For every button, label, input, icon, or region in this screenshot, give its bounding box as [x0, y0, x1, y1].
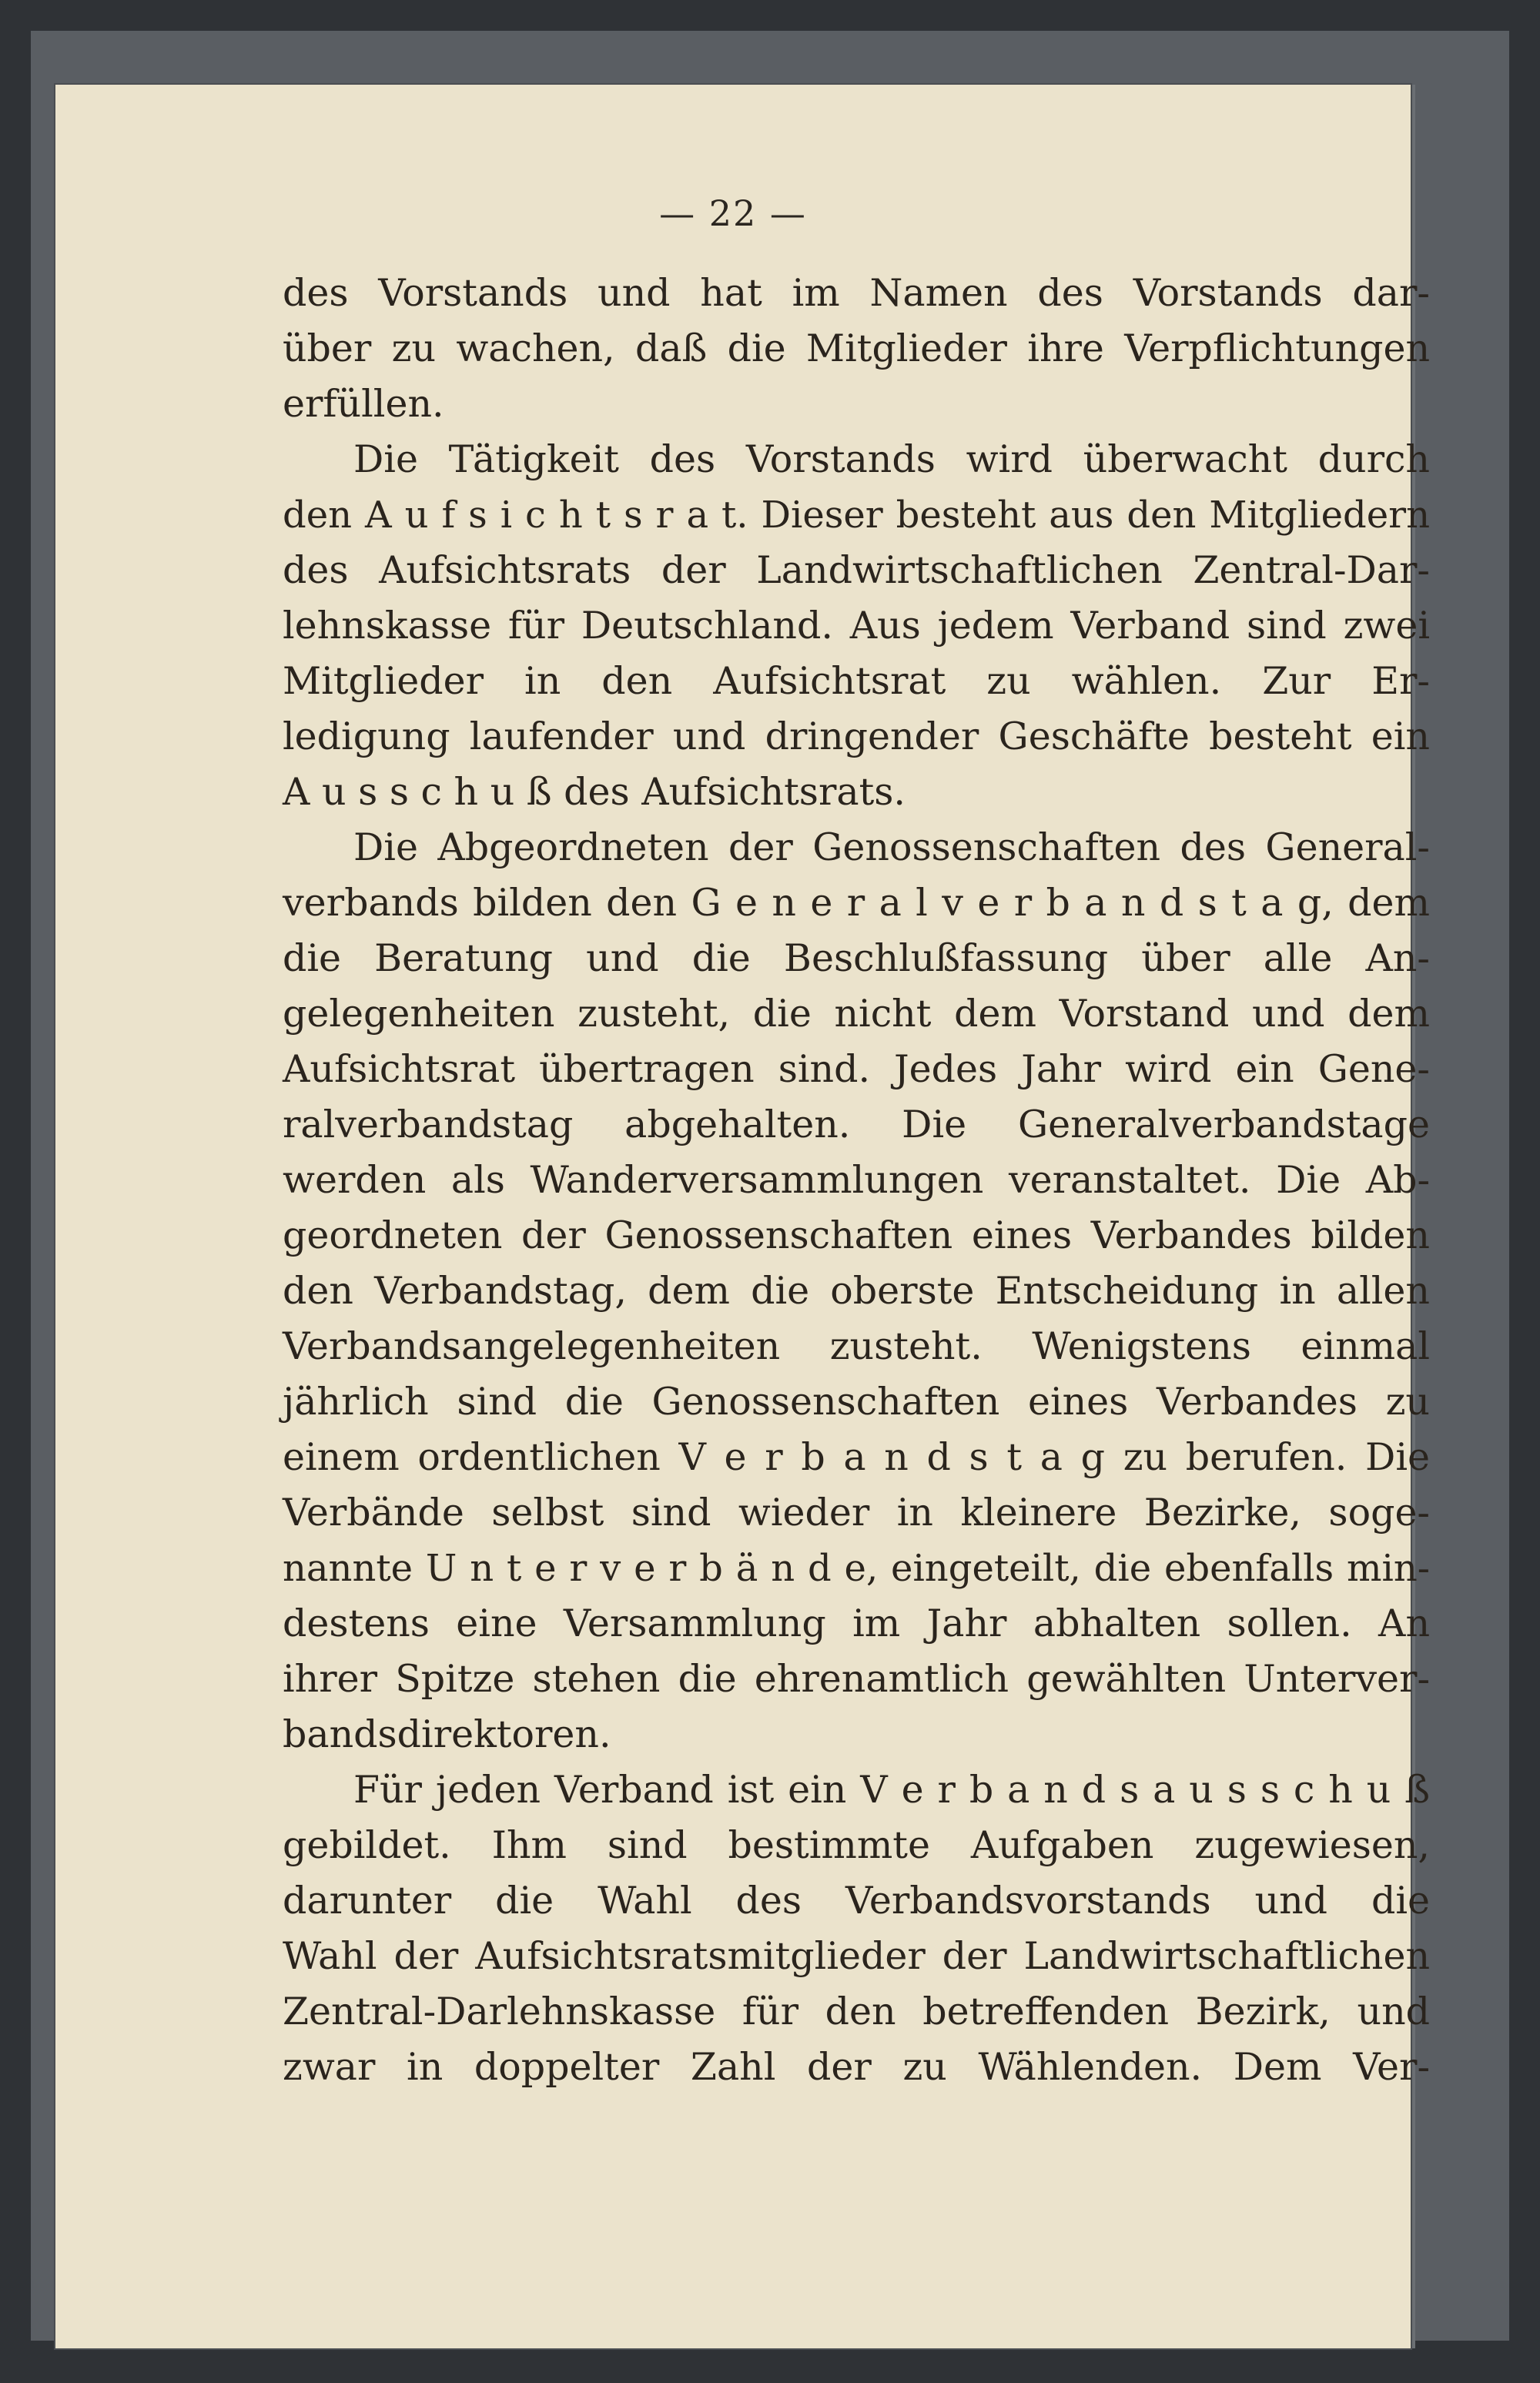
book-page	[55, 85, 1430, 2348]
text-line: werden als Wanderversammlungen veranstaltet. Die Ab-	[283, 1158, 1430, 1202]
text-line: Die Tätigkeit des Vorstands wird überwacht durch	[353, 437, 1430, 481]
text-line: zwar in doppelter Zahl der zu Wählenden. Dem Ver-	[283, 2045, 1430, 2089]
text-line: A u s s c h u ß des Aufsichtsrats.	[283, 770, 906, 814]
text-line: gebildet. Ihm sind bestimmte Aufgaben zugewiesen,	[283, 1823, 1430, 1867]
text-line: des Vorstands und hat im Namen des Vorstands dar-	[283, 271, 1430, 315]
text-line: Aufsichtsrat übertragen sind. Jedes Jahr wird ein Gene-	[283, 1047, 1430, 1091]
text-line: ralverbandstag abgehalten. Die Generalverbandstage	[283, 1103, 1430, 1146]
text-line: Verbandsangelegenheiten zusteht. Wenigstens einmal	[283, 1324, 1430, 1368]
text-line: Zentral-Darlehnskasse für den betreffenden Bezirk, und	[283, 1990, 1430, 2033]
text-line: nannte U n t e r v e r b ä n d e, eingeteilt, die ebenfalls min-	[283, 1547, 1430, 1590]
text-line: lehnskasse für Deutschland. Aus jedem Verband sind zwei	[283, 604, 1430, 648]
text-line: ledigung laufender und dringender Geschäfte besteht ein	[283, 715, 1430, 758]
body-text	[283, 266, 1430, 2095]
text-line: gelegenheiten zusteht, die nicht dem Vorstand und dem	[283, 992, 1430, 1036]
text-line: darunter die Wahl des Verbandsvorstands und die	[283, 1879, 1430, 1923]
text-line: geordneten der Genossenschaften eines Verbandes bilden	[283, 1213, 1430, 1257]
page-number: — 22 —	[659, 192, 807, 234]
text-line: Mitglieder in den Aufsichtsrat zu wählen. Zur Er-	[283, 659, 1430, 703]
text-line: Wahl der Aufsichtsratsmitglieder der Landwirtschaftlichen	[283, 1934, 1430, 1978]
text-line: die Beratung und die Beschlußfassung über alle An-	[283, 936, 1430, 980]
text-line: den A u f s i c h t s r a t. Dieser besteht aus den Mitgliedern	[283, 494, 1430, 537]
text-line: Für jeden Verband ist ein V e r b a n d s a u s s c h u ß	[353, 1768, 1430, 1812]
text-line: bandsdirektoren.	[283, 1712, 611, 1756]
text-line: erfüllen.	[283, 382, 444, 426]
text-line: einem ordentlichen V e r b a n d s t a g zu berufen. Die	[283, 1435, 1430, 1479]
text-line: ihrer Spitze stehen die ehrenamtlich gewählten Unterver-	[283, 1657, 1430, 1701]
text-line: Die Abgeordneten der Genossenschaften des General-	[353, 825, 1430, 869]
text-line: über zu wachen, daß die Mitglieder ihre Verpflichtungen	[283, 326, 1430, 370]
text-line: jährlich sind die Genossenschaften eines Verbandes zu	[283, 1380, 1430, 1424]
text-line: destens eine Versammlung im Jahr abhalten sollen. An	[283, 1601, 1430, 1645]
text-line: des Aufsichtsrats der Landwirtschaftlichen Zentral-Dar-	[283, 548, 1430, 592]
text-line: verbands bilden den G e n e r a l v e r b a n d s t a g, dem	[283, 881, 1430, 925]
text-line: Verbände selbst sind wieder in kleinere Bezirke, soge-	[283, 1491, 1430, 1535]
text-line: den Verbandstag, dem die oberste Entscheidung in allen	[283, 1269, 1430, 1313]
